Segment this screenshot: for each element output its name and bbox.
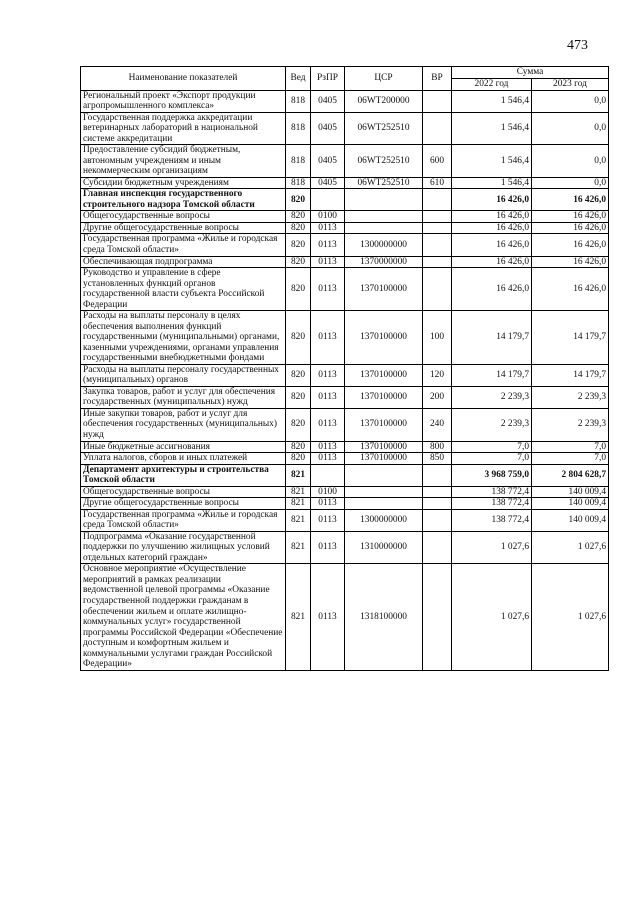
row-name: Общегосударственные вопросы bbox=[81, 486, 286, 498]
row-ved: 818 bbox=[286, 145, 311, 178]
row-csr bbox=[345, 498, 423, 510]
row-csr bbox=[345, 464, 423, 486]
row-csr bbox=[345, 222, 423, 234]
row-csr: 1370100000 bbox=[345, 453, 423, 465]
table-row bbox=[81, 464, 609, 486]
row-rzpr: 0113 bbox=[311, 268, 345, 311]
row-name: Общегосударственные вопросы bbox=[81, 211, 286, 223]
table-row bbox=[81, 177, 609, 189]
row-sum-2022: 1 027,6 bbox=[452, 564, 532, 670]
row-csr: 06WT252510 bbox=[345, 177, 423, 189]
table-header bbox=[81, 67, 609, 91]
header-vr: ВР bbox=[423, 67, 452, 91]
row-vr bbox=[423, 112, 452, 145]
row-vr bbox=[423, 564, 452, 670]
row-sum-2023: 0,0 bbox=[532, 177, 609, 189]
row-sum-2023: 1 027,6 bbox=[532, 531, 609, 564]
table-row bbox=[81, 441, 609, 453]
table-body bbox=[81, 90, 609, 670]
table-row bbox=[81, 408, 609, 441]
row-name: Руководство и управление в сфере установленных функций органов государственной власти субъекта Российской Федерации bbox=[81, 268, 286, 311]
row-sum-2023: 2 239,3 bbox=[532, 408, 609, 441]
row-csr: 1300000000 bbox=[345, 234, 423, 256]
row-vr: 800 bbox=[423, 441, 452, 453]
row-ved: 821 bbox=[286, 486, 311, 498]
row-ved: 820 bbox=[286, 311, 311, 365]
row-name: Государственная программа «Жилье и городская среда Томской области» bbox=[81, 509, 286, 531]
row-csr: 1300000000 bbox=[345, 509, 423, 531]
row-name: Иные бюджетные ассигнования bbox=[81, 441, 286, 453]
row-ved: 820 bbox=[286, 189, 311, 211]
row-sum-2023: 7,0 bbox=[532, 441, 609, 453]
row-sum-2022: 14 179,7 bbox=[452, 311, 532, 365]
row-ved: 821 bbox=[286, 564, 311, 670]
row-name: Уплата налогов, сборов и иных платежей bbox=[81, 453, 286, 465]
row-name: Региональный проект «Экспорт продукции агропромышленного комплекса» bbox=[81, 90, 286, 112]
row-name: Государственная программа «Жилье и городская среда Томской области» bbox=[81, 234, 286, 256]
row-rzpr: 0113 bbox=[311, 441, 345, 453]
row-sum-2023: 0,0 bbox=[532, 90, 609, 112]
table-row bbox=[81, 509, 609, 531]
row-ved: 818 bbox=[286, 177, 311, 189]
table-row bbox=[81, 531, 609, 564]
row-sum-2022: 138 772,4 bbox=[452, 509, 532, 531]
row-name: Другие общегосударственные вопросы bbox=[81, 498, 286, 510]
row-vr: 120 bbox=[423, 364, 452, 386]
row-vr bbox=[423, 189, 452, 211]
row-ved: 820 bbox=[286, 268, 311, 311]
page-number: 473 bbox=[567, 38, 588, 53]
row-ved: 820 bbox=[286, 211, 311, 223]
header-csr: ЦСР bbox=[345, 67, 423, 91]
row-sum-2023: 1 027,6 bbox=[532, 564, 609, 670]
row-rzpr: 0113 bbox=[311, 498, 345, 510]
row-name: Главная инспекция государственного строительного надзора Томской области bbox=[81, 189, 286, 211]
row-sum-2023: 16 426,0 bbox=[532, 189, 609, 211]
table-row bbox=[81, 364, 609, 386]
table-row bbox=[81, 256, 609, 268]
row-vr bbox=[423, 509, 452, 531]
row-name: Подпрограмма «Оказание государственной поддержки по улучшению жилищных условий отдельных категорий граждан» bbox=[81, 531, 286, 564]
row-sum-2023: 16 426,0 bbox=[532, 268, 609, 311]
row-rzpr: 0113 bbox=[311, 386, 345, 408]
row-ved: 820 bbox=[286, 234, 311, 256]
table-row bbox=[81, 145, 609, 178]
table-row bbox=[81, 189, 609, 211]
row-csr: 1370100000 bbox=[345, 386, 423, 408]
budget-table bbox=[80, 66, 609, 671]
row-csr: 06WT252510 bbox=[345, 112, 423, 145]
table-row bbox=[81, 486, 609, 498]
row-csr: 06WT252510 bbox=[345, 145, 423, 178]
row-ved: 820 bbox=[286, 441, 311, 453]
row-name: Расходы на выплаты персоналу государственных (муниципальных) органов bbox=[81, 364, 286, 386]
row-rzpr: 0113 bbox=[311, 408, 345, 441]
table-row bbox=[81, 222, 609, 234]
row-ved: 818 bbox=[286, 112, 311, 145]
row-ved: 821 bbox=[286, 509, 311, 531]
row-sum-2022: 7,0 bbox=[452, 441, 532, 453]
row-sum-2023: 140 009,4 bbox=[532, 509, 609, 531]
row-vr bbox=[423, 211, 452, 223]
row-sum-2022: 16 426,0 bbox=[452, 189, 532, 211]
row-rzpr: 0100 bbox=[311, 211, 345, 223]
table-row bbox=[81, 311, 609, 365]
row-rzpr: 0113 bbox=[311, 509, 345, 531]
row-vr: 240 bbox=[423, 408, 452, 441]
row-vr: 100 bbox=[423, 311, 452, 365]
row-rzpr: 0113 bbox=[311, 256, 345, 268]
row-ved: 820 bbox=[286, 364, 311, 386]
row-csr bbox=[345, 211, 423, 223]
row-ved: 818 bbox=[286, 90, 311, 112]
row-rzpr bbox=[311, 189, 345, 211]
row-rzpr: 0113 bbox=[311, 234, 345, 256]
header-ved: Вед bbox=[286, 67, 311, 91]
row-rzpr: 0113 bbox=[311, 364, 345, 386]
table-row bbox=[81, 112, 609, 145]
row-vr bbox=[423, 90, 452, 112]
row-vr bbox=[423, 486, 452, 498]
row-sum-2022: 138 772,4 bbox=[452, 486, 532, 498]
row-sum-2023: 16 426,0 bbox=[532, 211, 609, 223]
row-sum-2022: 16 426,0 bbox=[452, 234, 532, 256]
row-sum-2022: 1 546,4 bbox=[452, 90, 532, 112]
row-vr: 600 bbox=[423, 145, 452, 178]
row-csr: 1370100000 bbox=[345, 441, 423, 453]
table-row bbox=[81, 564, 609, 670]
row-sum-2023: 14 179,7 bbox=[532, 364, 609, 386]
row-vr: 200 bbox=[423, 386, 452, 408]
table-row bbox=[81, 211, 609, 223]
row-csr: 06WT200000 bbox=[345, 90, 423, 112]
header-sum: Сумма bbox=[452, 67, 609, 79]
row-vr bbox=[423, 498, 452, 510]
row-csr bbox=[345, 189, 423, 211]
row-csr: 1370100000 bbox=[345, 311, 423, 365]
row-ved: 820 bbox=[286, 256, 311, 268]
row-name: Предоставление субсидий бюджетным, автономным учреждениям и иным некоммерческим организациям bbox=[81, 145, 286, 178]
row-sum-2023: 140 009,4 bbox=[532, 498, 609, 510]
row-vr: 610 bbox=[423, 177, 452, 189]
row-sum-2023: 16 426,0 bbox=[532, 234, 609, 256]
row-sum-2022: 16 426,0 bbox=[452, 256, 532, 268]
row-rzpr: 0113 bbox=[311, 531, 345, 564]
header-year-2022: 2022 год bbox=[452, 79, 532, 91]
row-csr: 1370000000 bbox=[345, 256, 423, 268]
row-sum-2023: 0,0 bbox=[532, 112, 609, 145]
row-ved: 820 bbox=[286, 408, 311, 441]
row-csr: 1310000000 bbox=[345, 531, 423, 564]
row-vr bbox=[423, 234, 452, 256]
row-sum-2023: 16 426,0 bbox=[532, 222, 609, 234]
row-rzpr: 0113 bbox=[311, 564, 345, 670]
row-rzpr: 0405 bbox=[311, 90, 345, 112]
table-row bbox=[81, 386, 609, 408]
row-sum-2022: 14 179,7 bbox=[452, 364, 532, 386]
row-sum-2023: 16 426,0 bbox=[532, 256, 609, 268]
row-name: Основное мероприятие «Осуществление мероприятий в рамках реализации ведомственной целевой программы «Оказание государственной поддержки гражданам в обеспечении жильем и оплате жилищно-коммунальных услуг» государственной программы Российской Федерации «Обеспечение доступным и комфортным жильем и коммунальными услугами граждан Российской Федерации» bbox=[81, 564, 286, 670]
row-vr bbox=[423, 222, 452, 234]
row-ved: 821 bbox=[286, 498, 311, 510]
row-name: Иные закупки товаров, работ и услуг для обеспечения государственных (муниципальных) нужд bbox=[81, 408, 286, 441]
row-csr: 1318100000 bbox=[345, 564, 423, 670]
row-name: Другие общегосударственные вопросы bbox=[81, 222, 286, 234]
row-sum-2022: 1 546,4 bbox=[452, 145, 532, 178]
header-year-2023: 2023 год bbox=[532, 79, 609, 91]
header-rzpr: РзПР bbox=[311, 67, 345, 91]
row-sum-2022: 3 968 759,0 bbox=[452, 464, 532, 486]
table-row bbox=[81, 90, 609, 112]
row-ved: 820 bbox=[286, 386, 311, 408]
row-rzpr bbox=[311, 464, 345, 486]
row-rzpr: 0113 bbox=[311, 222, 345, 234]
row-sum-2022: 2 239,3 bbox=[452, 408, 532, 441]
row-sum-2022: 2 239,3 bbox=[452, 386, 532, 408]
row-name: Субсидии бюджетным учреждениям bbox=[81, 177, 286, 189]
header-name: Наименование показателей bbox=[81, 67, 286, 91]
row-vr bbox=[423, 268, 452, 311]
row-sum-2023: 14 179,7 bbox=[532, 311, 609, 365]
row-csr bbox=[345, 486, 423, 498]
table-row bbox=[81, 268, 609, 311]
row-vr: 850 bbox=[423, 453, 452, 465]
row-vr bbox=[423, 464, 452, 486]
row-rzpr: 0405 bbox=[311, 177, 345, 189]
row-name: Обеспечивающая подпрограмма bbox=[81, 256, 286, 268]
table-row bbox=[81, 498, 609, 510]
row-sum-2022: 1 546,4 bbox=[452, 112, 532, 145]
row-sum-2023: 2 804 628,7 bbox=[532, 464, 609, 486]
row-rzpr: 0100 bbox=[311, 486, 345, 498]
row-sum-2022: 7,0 bbox=[452, 453, 532, 465]
row-name: Государственная поддержка аккредитации ветеринарных лабораторий в национальной системе аккредитации bbox=[81, 112, 286, 145]
row-sum-2023: 7,0 bbox=[532, 453, 609, 465]
row-ved: 821 bbox=[286, 464, 311, 486]
row-sum-2023: 2 239,3 bbox=[532, 386, 609, 408]
row-sum-2023: 0,0 bbox=[532, 145, 609, 178]
row-csr: 1370100000 bbox=[345, 268, 423, 311]
row-name: Департамент архитектуры и строительства Томской области bbox=[81, 464, 286, 486]
row-rzpr: 0113 bbox=[311, 453, 345, 465]
row-sum-2022: 16 426,0 bbox=[452, 268, 532, 311]
row-rzpr: 0405 bbox=[311, 145, 345, 178]
row-sum-2022: 1 027,6 bbox=[452, 531, 532, 564]
row-sum-2022: 1 546,4 bbox=[452, 177, 532, 189]
row-sum-2022: 16 426,0 bbox=[452, 222, 532, 234]
table-row bbox=[81, 234, 609, 256]
row-vr bbox=[423, 531, 452, 564]
row-csr: 1370100000 bbox=[345, 408, 423, 441]
row-rzpr: 0405 bbox=[311, 112, 345, 145]
row-vr bbox=[423, 256, 452, 268]
row-name: Закупка товаров, работ и услуг для обеспечения государственных (муниципальных) нужд bbox=[81, 386, 286, 408]
row-sum-2023: 140 009,4 bbox=[532, 486, 609, 498]
row-ved: 820 bbox=[286, 453, 311, 465]
row-rzpr: 0113 bbox=[311, 311, 345, 365]
row-sum-2022: 16 426,0 bbox=[452, 211, 532, 223]
table-row bbox=[81, 453, 609, 465]
row-sum-2022: 138 772,4 bbox=[452, 498, 532, 510]
row-ved: 821 bbox=[286, 531, 311, 564]
row-ved: 820 bbox=[286, 222, 311, 234]
row-name: Расходы на выплаты персоналу в целях обеспечения выполнения функций государственными (муниципальными) органами, казенными учреждениями, органами управления государственными внебюджетными фондами bbox=[81, 311, 286, 365]
row-csr: 1370100000 bbox=[345, 364, 423, 386]
